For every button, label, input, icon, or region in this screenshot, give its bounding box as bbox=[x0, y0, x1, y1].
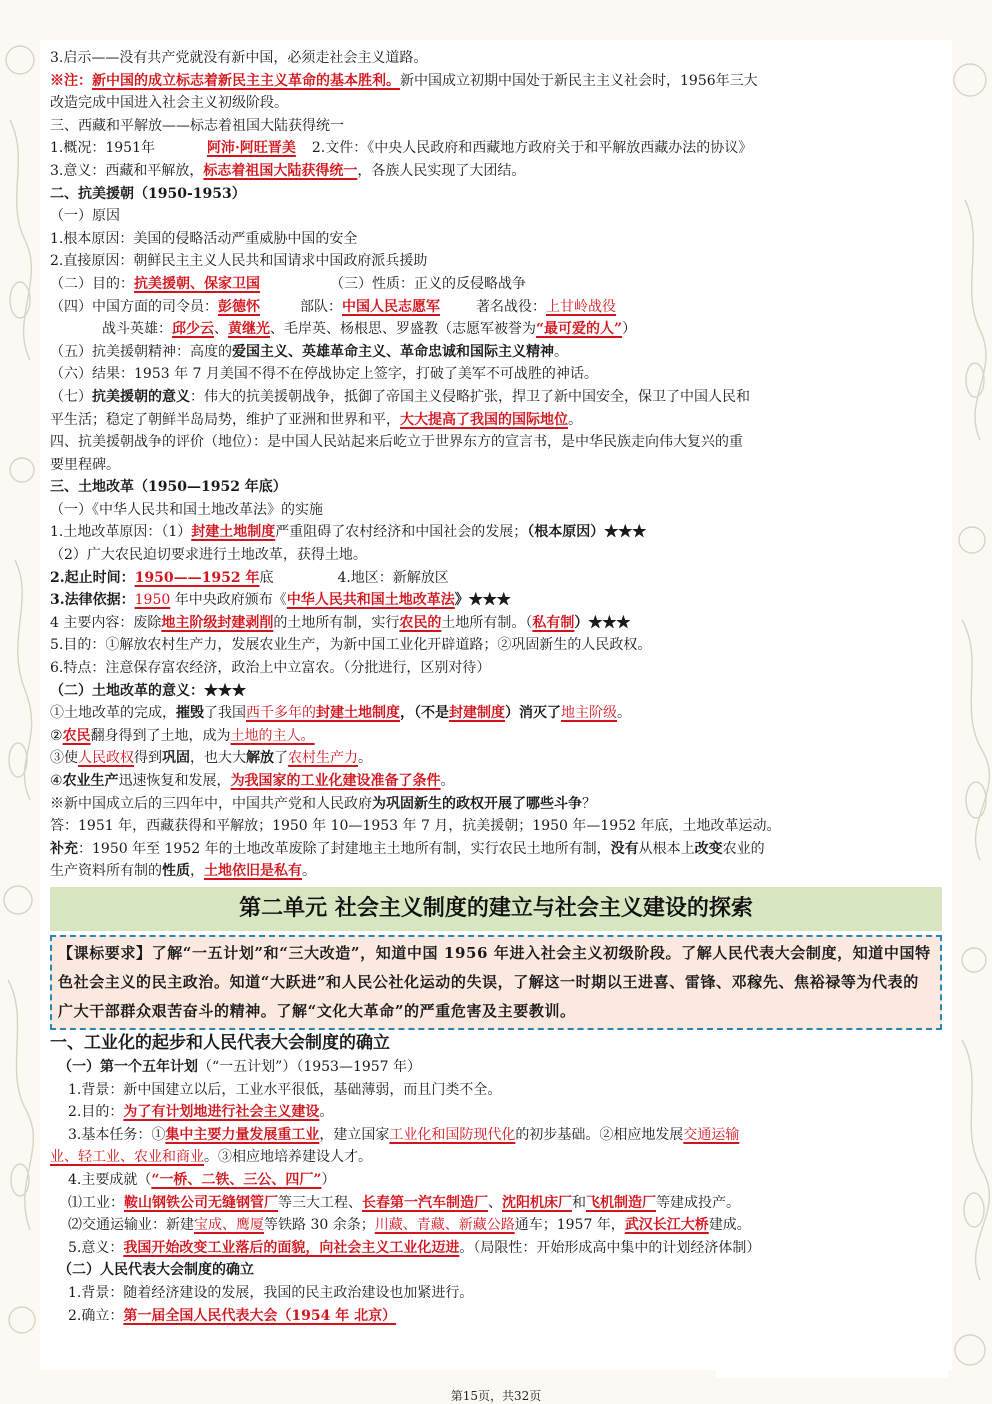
unit-title: 第二单元 社会主义制度的建立与社会主义建设的探索 bbox=[239, 895, 753, 921]
line-28: 6.特点：注意保存富农经济，政治上中立富农。（分批进行，区别对待） bbox=[50, 660, 491, 677]
line-9: 1.根本原因：美国的侵略活动严重威胁中国的安全 bbox=[50, 230, 358, 247]
line-s6: 业、轻工业、农业和商业。③相应地培养建设人才。 bbox=[50, 1149, 372, 1166]
unit-title-band bbox=[50, 887, 942, 931]
line-1: 3.启示——没有共产党就没有新中国，必须走社会主义道路。 bbox=[50, 50, 428, 66]
line-11: （二）目的：抗美援朝、保家卫国 （三）性质：正义的反侵略战争 bbox=[50, 275, 526, 292]
line-s11: （二）人民代表大会制度的确立 bbox=[58, 1262, 254, 1279]
line-3: 改造完成中国进入社会主义初级阶段。 bbox=[50, 95, 288, 112]
line-12: （四）中国方面的司令员：彭德怀 部队：中国人民志愿军 著名战役：上甘岭战役 bbox=[50, 298, 616, 315]
line-s12: 1.背景：随着经济建设的发展，我国的民主政治建设也加紧进行。 bbox=[68, 1284, 474, 1301]
line-24: 2.起止时间：1950——1952 年底 4.地区：新解放区 bbox=[50, 569, 449, 586]
line-26: 4 主要内容：废除地主阶级封建剥削的土地所有制，实行农民的土地所有制。（私有制）★★★ bbox=[50, 614, 631, 631]
line-25: 3.法律依据：1950 年中央政府颁布《中华人民共和国土地改革法》★★★ bbox=[50, 592, 511, 609]
line-21: （一）《中华人民共和国土地改革法》的实施 bbox=[50, 501, 323, 518]
document-content bbox=[50, 47, 942, 1327]
curriculum-requirement-text: 【课标要求】了解“一五计划”和“三大改造”，知道中国 1956 年进入社会主义初级阶段。了解人民代表大会制度，知道中国特色社会主义的民主政治。知道“大跃进”和人民公社化运动的失误，了解这一时期以王进喜、雷锋、邓稼先、焦裕禄等为代表的广大干部群众艰苦奋斗的精神。了解“文化大革命”的严重危害及主要教训。 bbox=[58, 943, 931, 1020]
line-s3: 1.背景：新中国建立以后，工业水平很低，基础薄弱，而且门类不全。 bbox=[68, 1081, 502, 1098]
line-22: 1.土地改革原因：（1）封建土地制度严重阻碍了农村经济和中国社会的发展；（根本原因）★★★ bbox=[50, 524, 647, 541]
line-27: 5.目的：①解放农村生产力，发展农业生产，为新中国工业化开辟道路；②巩固新生的人民政权。 bbox=[50, 637, 652, 654]
curriculum-requirement-box bbox=[50, 935, 942, 1030]
page-number: 第15页，共32页 bbox=[450, 1389, 542, 1403]
line-16: （七）抗美援朝的意义：伟大的抗美援朝战争，抵御了帝国主义侵略扩张，捍卫了新中国安全，保卫了中国人民和 bbox=[50, 388, 750, 405]
line-s10: 5.意义：我国开始改变工业落后的面貌，向社会主义工业化迈进。（局限性：开始形成高中集中的计划经济体制） bbox=[68, 1239, 761, 1256]
line-13: 战斗英雄：邱少云、黄继光、毛岸英、杨根思、罗盛教（志愿军被誉为“最可爱的人”） bbox=[102, 321, 637, 338]
line-23: （2）广大农民迫切要求进行土地改革，获得土地。 bbox=[50, 547, 367, 564]
line-35: 答：1951 年，西藏获得和平解放；1950 年 10—1953 年 7 月，抗美援朝；1950 年—1952 年底，土地改革运动。 bbox=[50, 818, 781, 835]
line-8: （一）原因 bbox=[50, 208, 120, 225]
section-title-industrialization: 一、工业化的起步和人民代表大会制度的确立 bbox=[50, 1032, 390, 1053]
line-s9: ⑵交通运输业：新建宝成、鹰厦等铁路 30 余条；川藏、青藏、新藏公路通车；1957 年，武汉长江大桥建成。 bbox=[68, 1217, 751, 1234]
line-2: ※注：新中国的成立标志着新民主主义革命的基本胜利。新中国成立初期中国处于新民主主义社会时，1956年三大 bbox=[50, 72, 758, 89]
line-15: （六）结果：1953 年 7 月美国不得不在停战协定上签字，打破了美军不可战胜的神话。 bbox=[50, 366, 598, 383]
line-34: ※新中国成立后的三四年中，中国共产党和人民政府为巩固新生的政权开展了哪些斗争？ bbox=[50, 795, 596, 812]
line-32: ③使人民政权得到巩固，也大大解放了农村生产力。 bbox=[50, 750, 372, 767]
line-s2: （一）第一个五年计划（“一五计划”）（1953—1957 年） bbox=[58, 1058, 422, 1075]
line-s13: 2.确立：第一届全国人民代表大会（1954 年 北京） bbox=[68, 1307, 397, 1324]
line-14: （五）抗美援朝精神：高度的爱国主义、英雄革命主义、革命忠诚和国际主义精神。 bbox=[50, 343, 568, 360]
line-6: 3.意义：西藏和平解放，标志着祖国大陆获得统一，各族人民实现了大团结。 bbox=[50, 162, 526, 179]
line-4: 三、西藏和平解放——标志着祖国大陆获得统一 bbox=[50, 117, 344, 134]
line-s8: ⑴工业：鞍山钢铁公司无缝钢管厂等三大工程、长春第一汽车制造厂、沈阳机床厂和飞机制造厂等建成投产。 bbox=[68, 1194, 740, 1211]
blank-patch bbox=[716, 1352, 948, 1378]
line-31: ②农民翻身得到了土地，成为土地的主人。 bbox=[50, 727, 315, 744]
line-20: 三、土地改革（1950—1952 年底） bbox=[50, 479, 287, 496]
line-29: （二）土地改革的意义：★★★ bbox=[50, 682, 246, 699]
line-37: 生产资料所有制的性质，土地依旧是私有。 bbox=[50, 863, 316, 880]
line-19: 要里程碑。 bbox=[50, 456, 120, 473]
line-36: 补充：1950 年至 1952 年的土地改革废除了封建地主土地所有制，实行农民土地所有制，没有从根本上改变农业的 bbox=[50, 840, 765, 857]
line-5: 1.概况：1951年 阿沛·阿旺晋美 2.文件：《中央人民政府和西藏地方政府关于和平解放西藏办法的协议》 bbox=[50, 140, 753, 157]
line-7: 二、抗美援朝（1950-1953） bbox=[50, 185, 246, 202]
line-10: 2.直接原因：朝鲜民主主义人民共和国请求中国政府派兵援助 bbox=[50, 253, 428, 270]
line-18: 四、抗美援朝战争的评价（地位）：是中国人民站起来后屹立于世界东方的宣言书，是中华民族走向伟大复兴的重 bbox=[50, 434, 743, 451]
line-s4: 2.目的：为了有计划地进行社会主义建设。 bbox=[68, 1104, 334, 1121]
line-17: 平生活；稳定了朝鲜半岛局势，维护了亚洲和世界和平，大大提高了我国的国际地位。 bbox=[50, 411, 582, 428]
line-s5: 3.基本任务：①集中主要力量发展重工业，建立国家工业化和国防现代化的初步基础。②相应地发展交通运输 bbox=[68, 1126, 740, 1143]
line-s7: 4.主要成就（“一桥、二铁、三公、四厂”） bbox=[68, 1171, 336, 1188]
line-33: ④农业生产迅速恢复和发展，为我国家的工业化建设准备了条件。 bbox=[50, 773, 455, 789]
line-30: ①土地改革的完成，摧毁了我国西千多年的封建土地制度，（不是封建制度）消灭了地主阶级。 bbox=[50, 705, 631, 722]
